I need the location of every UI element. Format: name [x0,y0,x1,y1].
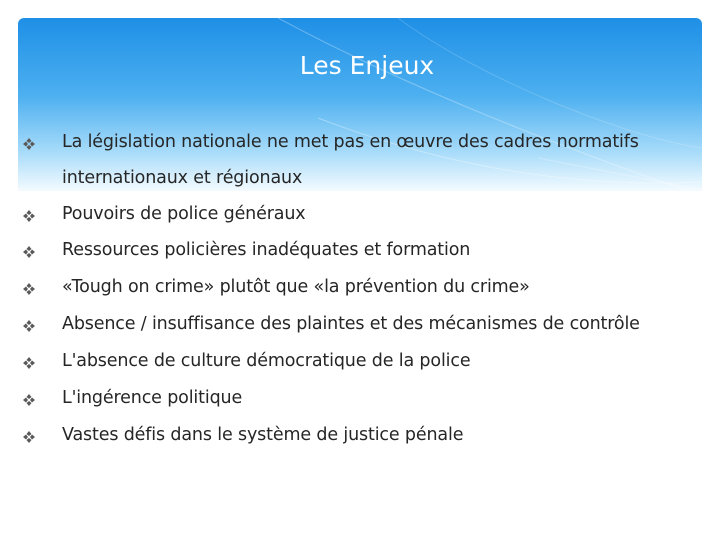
diamond-quad-bullet-icon [22,319,36,333]
diamond-quad-bullet-icon [22,282,36,296]
bullet-text: L'ingérence politique [62,388,243,408]
bullet-text: Ressources policières inadéquates et formation [62,240,471,260]
diamond-quad-bullet-icon [22,209,36,223]
bullet-text: Vastes défis dans le système de justice pénale [62,425,464,445]
diamond-quad-bullet-icon [22,245,36,259]
bullet-text: L'absence de culture démocratique de la police [62,351,471,371]
bullet-text: Pouvoirs de police généraux [62,204,306,224]
diamond-quad-bullet-icon [22,430,36,444]
diamond-quad-bullet-icon [22,393,36,407]
bullet-text: Absence / insuffisance des plaintes et des mécanismes de contrôle [62,314,640,334]
diamond-quad-bullet-icon [22,356,36,370]
bullet-text: La législation nationale ne met pas en œuvre des cadres normatifs internationaux et régionaux [62,132,639,188]
bullet-text: «Tough on crime» plutôt que «la prévention du crime» [62,277,530,297]
diamond-quad-bullet-icon [22,137,36,151]
slide-title: Les Enjeux [299,51,435,80]
